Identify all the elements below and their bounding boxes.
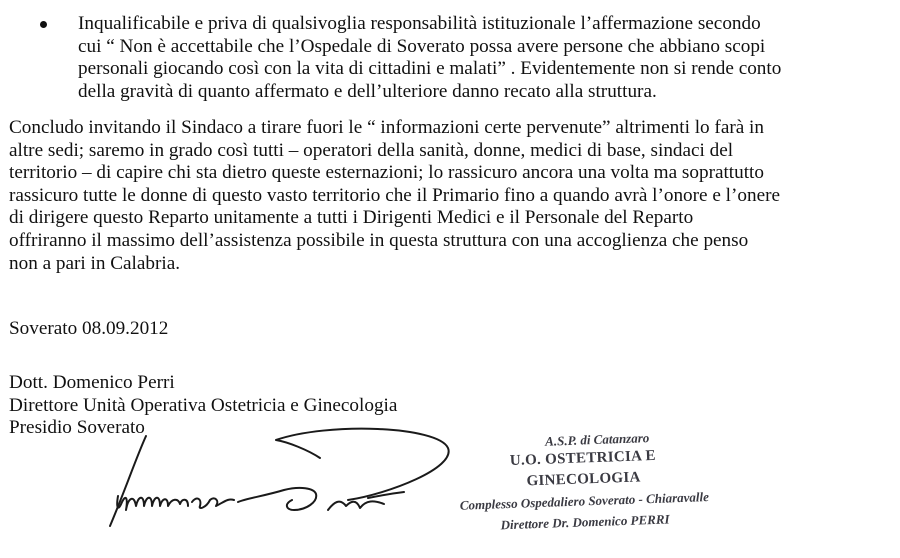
signature-stroke	[238, 488, 316, 510]
bullet-line: personali giocando così con la vita di cittadini e malati” . Evidentemente non si rende conto	[78, 58, 782, 80]
date-line: Soverato 08.09.2012	[9, 318, 169, 339]
paragraph-line: territorio – di capire chi sta dietro queste esternazioni; lo rassicuro ancora una volta ma soprattutto	[9, 162, 764, 184]
paragraph-line: rassicuro tutte le donne di questo vasto territorio che il Primario fino a quando avrà l’onore e l’onere	[9, 184, 780, 206]
signatory-title: Direttore Unità Operativa Ostetricia e Ginecologia	[9, 394, 398, 416]
signature-stroke	[276, 429, 449, 500]
stamp-line-1: A.S.P. di Catanzaro	[544, 430, 650, 449]
paragraph-line: di dirigere questo Reparto unitamente a tutti i Dirigenti Medici e il Personale del Reparto	[9, 207, 694, 229]
paragraph-line: offriranno il massimo dell’assistenza possibile in questa struttura con una accoglienza che penso	[9, 229, 749, 251]
bullet-line: cui “ Non è accettabile che l’Ospedale di Soverato possa avere persone che abbiano scopi	[78, 35, 766, 57]
signatory-name: Dott. Domenico Perri	[9, 372, 175, 393]
signature-stroke	[117, 496, 188, 510]
stamp-line-2: U.O. OSTETRICIA E GINECOLOGIA	[509, 447, 657, 490]
signature-stroke	[192, 498, 234, 508]
handwritten-signature	[88, 418, 508, 538]
bullet-line: Inqualificabile e priva di qualsivoglia responsabilità istituzionale l’affermazione secondo	[78, 13, 761, 34]
paragraph-line: altre sedi; saremo in grado così tutti – operatori della sanità, donne, medici di base, sindaci del	[9, 139, 734, 161]
institutional-stamp	[452, 427, 715, 537]
bullet-paragraph	[78, 13, 890, 103]
signature-stroke	[110, 436, 146, 526]
bullet-line: della gravità di quanto affermato e dell’ulteriore danno recato alla struttura.	[78, 80, 657, 102]
paragraph-line: non a pari in Calabria.	[9, 252, 181, 274]
stamp-line-3: Complesso Ospedaliero Soverato - Chiaravalle	[459, 489, 710, 513]
signature-stroke	[328, 501, 384, 510]
signatory-location: Presidio Soverato	[9, 417, 145, 439]
main-paragraph	[9, 117, 891, 275]
paragraph-line: Concludo invitando il Sindaco a tirare fuori le “ informazioni certe pervenute” altrimenti lo farà in	[9, 117, 764, 138]
stamp-line-4: Direttore Dr. Domenico PERRI	[500, 511, 670, 533]
bullet-icon	[40, 21, 47, 28]
